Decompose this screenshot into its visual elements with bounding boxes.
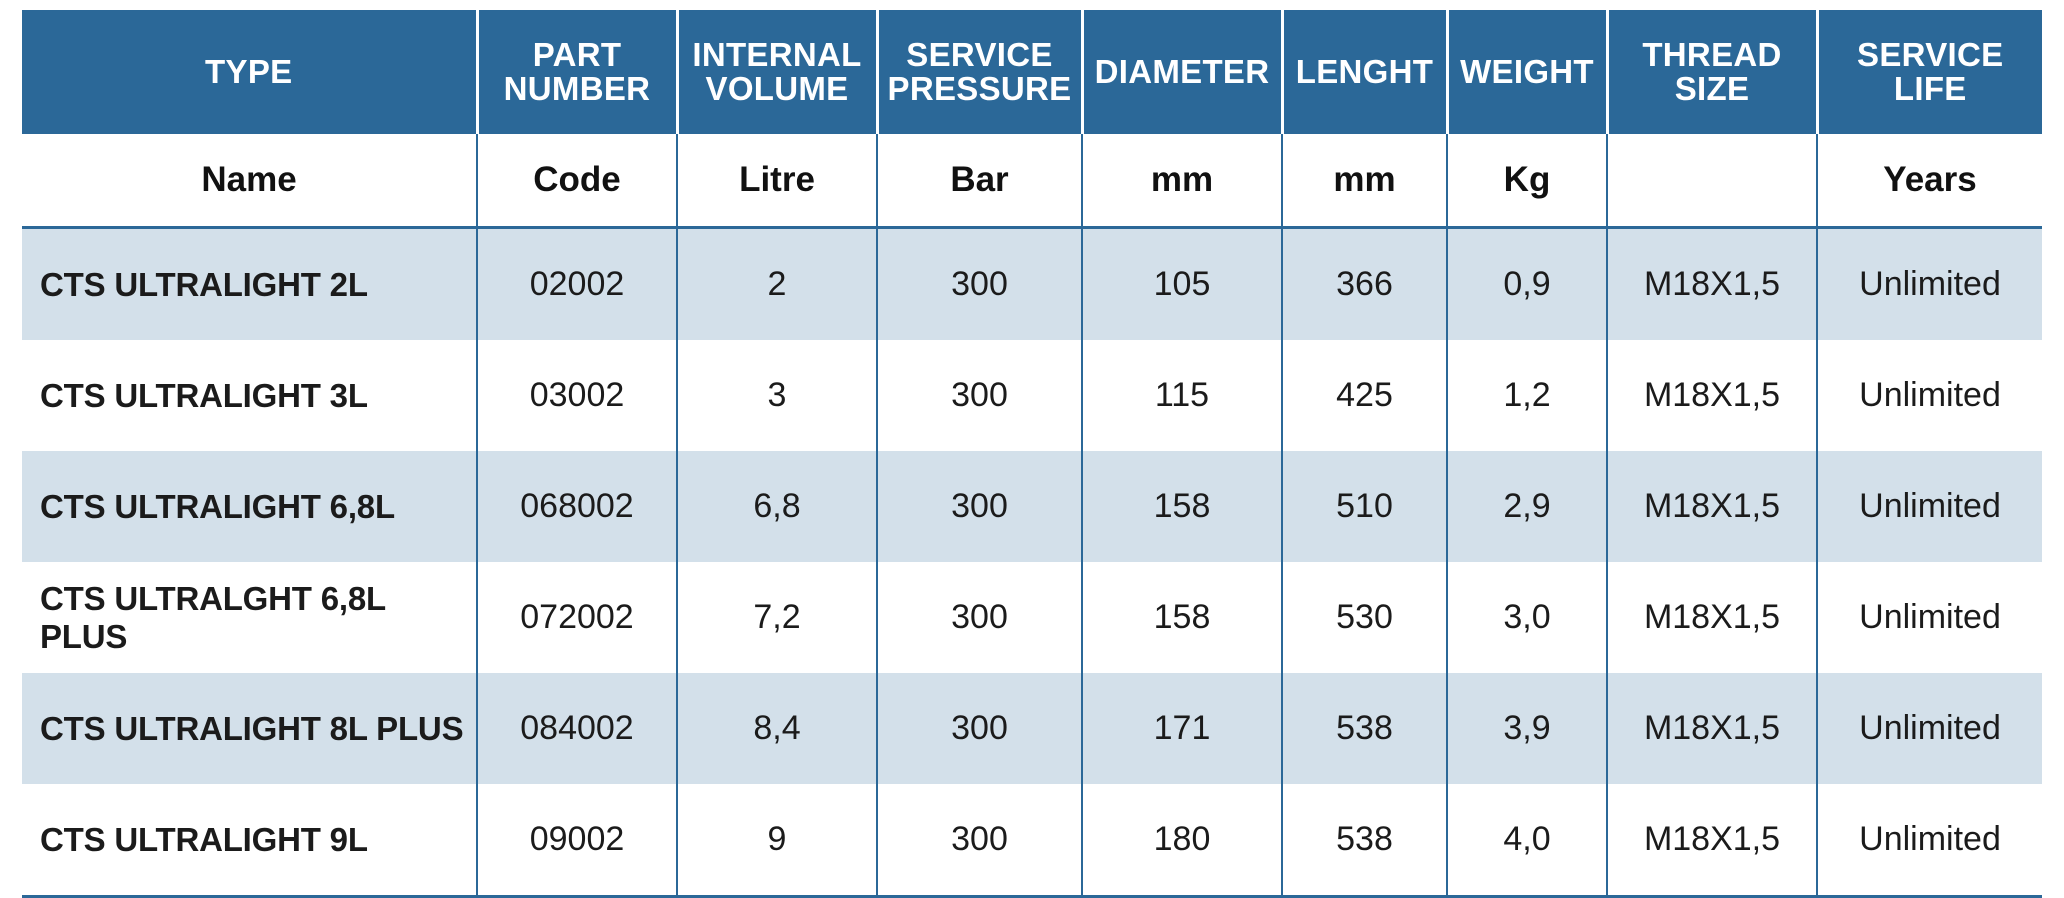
cell-length: 510 bbox=[1282, 451, 1447, 562]
table-row bbox=[22, 673, 2042, 784]
column-unit-service-life: Years bbox=[1817, 134, 2042, 228]
column-unit-length: mm bbox=[1282, 134, 1447, 228]
specification-table bbox=[22, 10, 2042, 898]
column-unit-service-pressure: Bar bbox=[877, 134, 1082, 228]
cell-diameter: 105 bbox=[1082, 228, 1282, 341]
column-header-service-pressure bbox=[877, 10, 1082, 134]
column-header-part-number-line-2: NUMBER bbox=[503, 70, 651, 107]
cell-service-pressure: 300 bbox=[877, 340, 1082, 451]
cell-service-life: Unlimited bbox=[1817, 340, 2042, 451]
cell-weight: 0,9 bbox=[1447, 228, 1607, 341]
table-header-row-titles bbox=[22, 10, 2042, 134]
cell-part-number: 02002 bbox=[477, 228, 677, 341]
cell-internal-volume: 7,2 bbox=[677, 562, 877, 673]
column-header-internal-volume-line-1: INTERNAL bbox=[692, 36, 862, 74]
cell-diameter: 180 bbox=[1082, 784, 1282, 897]
column-header-thread-size-line-1: THREAD bbox=[1642, 36, 1782, 74]
column-unit-diameter: mm bbox=[1082, 134, 1282, 228]
cell-internal-volume: 3 bbox=[677, 340, 877, 451]
cell-service-pressure: 300 bbox=[877, 562, 1082, 673]
column-header-type-line-1: TYPE bbox=[205, 53, 293, 91]
cell-part-number: 072002 bbox=[477, 562, 677, 673]
cell-service-life: Unlimited bbox=[1817, 784, 2042, 897]
cell-part-number: 084002 bbox=[477, 673, 677, 784]
cell-internal-volume: 2 bbox=[677, 228, 877, 341]
cell-thread-size: M18X1,5 bbox=[1607, 340, 1817, 451]
cell-internal-volume: 6,8 bbox=[677, 451, 877, 562]
column-header-internal-volume-line-2: VOLUME bbox=[705, 70, 849, 107]
cell-type: CTS ULTRALGHT 6,8L PLUS bbox=[22, 562, 477, 673]
column-header-service-pressure-line-1: SERVICE bbox=[906, 36, 1053, 74]
cell-type: CTS ULTRALIGHT 6,8L bbox=[22, 451, 477, 562]
table-header bbox=[22, 10, 2042, 228]
column-header-part-number bbox=[477, 10, 677, 134]
cell-service-life: Unlimited bbox=[1817, 562, 2042, 673]
cell-thread-size: M18X1,5 bbox=[1607, 228, 1817, 341]
cell-weight: 2,9 bbox=[1447, 451, 1607, 562]
column-header-service-life-line-1: SERVICE bbox=[1857, 36, 2004, 74]
cell-thread-size: M18X1,5 bbox=[1607, 562, 1817, 673]
column-unit-internal-volume: Litre bbox=[677, 134, 877, 228]
cell-length: 366 bbox=[1282, 228, 1447, 341]
column-header-thread-size-line-2: SIZE bbox=[1674, 70, 1750, 107]
column-unit-part-number: Code bbox=[477, 134, 677, 228]
column-header-thread-size bbox=[1607, 10, 1817, 134]
column-header-internal-volume bbox=[677, 10, 877, 134]
cell-length: 538 bbox=[1282, 784, 1447, 897]
cell-service-pressure: 300 bbox=[877, 784, 1082, 897]
cell-internal-volume: 8,4 bbox=[677, 673, 877, 784]
column-header-weight bbox=[1447, 10, 1607, 134]
column-header-type bbox=[22, 10, 477, 134]
cell-weight: 3,0 bbox=[1447, 562, 1607, 673]
table-row bbox=[22, 228, 2042, 341]
cell-type: CTS ULTRALIGHT 3L bbox=[22, 340, 477, 451]
cell-length: 530 bbox=[1282, 562, 1447, 673]
column-header-diameter bbox=[1082, 10, 1282, 134]
cell-type: CTS ULTRALIGHT 2L bbox=[22, 228, 477, 341]
table-header-row-units bbox=[22, 134, 2042, 228]
cell-thread-size: M18X1,5 bbox=[1607, 784, 1817, 897]
cell-type: CTS ULTRALIGHT 9L bbox=[22, 784, 477, 897]
cell-weight: 1,2 bbox=[1447, 340, 1607, 451]
cell-length: 425 bbox=[1282, 340, 1447, 451]
cell-thread-size: M18X1,5 bbox=[1607, 673, 1817, 784]
column-header-part-number-line-1: PART bbox=[532, 36, 622, 74]
cell-service-pressure: 300 bbox=[877, 451, 1082, 562]
column-header-service-life-line-2: LIFE bbox=[1893, 70, 1967, 107]
cell-service-pressure: 300 bbox=[877, 228, 1082, 341]
table-row bbox=[22, 451, 2042, 562]
column-header-length-line-1: LENGHT bbox=[1295, 53, 1434, 91]
table-row bbox=[22, 784, 2042, 897]
column-header-length bbox=[1282, 10, 1447, 134]
cell-length: 538 bbox=[1282, 673, 1447, 784]
table-body bbox=[22, 228, 2042, 897]
column-unit-weight: Kg bbox=[1447, 134, 1607, 228]
cell-internal-volume: 9 bbox=[677, 784, 877, 897]
cell-diameter: 115 bbox=[1082, 340, 1282, 451]
column-unit-type: Name bbox=[22, 134, 477, 228]
cell-weight: 4,0 bbox=[1447, 784, 1607, 897]
column-header-service-pressure-line-2: PRESSURE bbox=[887, 70, 1072, 107]
column-header-service-life bbox=[1817, 10, 2042, 134]
cell-diameter: 158 bbox=[1082, 451, 1282, 562]
table-row bbox=[22, 562, 2042, 673]
column-header-diameter-line-1: DIAMETER bbox=[1094, 53, 1270, 91]
column-header-weight-line-1: WEIGHT bbox=[1460, 53, 1594, 91]
cell-type: CTS ULTRALIGHT 8L PLUS bbox=[22, 673, 477, 784]
table-row bbox=[22, 340, 2042, 451]
cell-diameter: 158 bbox=[1082, 562, 1282, 673]
cell-part-number: 09002 bbox=[477, 784, 677, 897]
cell-diameter: 171 bbox=[1082, 673, 1282, 784]
cell-part-number: 03002 bbox=[477, 340, 677, 451]
cell-service-pressure: 300 bbox=[877, 673, 1082, 784]
cell-service-life: Unlimited bbox=[1817, 673, 2042, 784]
cell-service-life: Unlimited bbox=[1817, 451, 2042, 562]
cell-service-life: Unlimited bbox=[1817, 228, 2042, 341]
column-unit-thread-size bbox=[1607, 134, 1817, 228]
cell-part-number: 068002 bbox=[477, 451, 677, 562]
cell-weight: 3,9 bbox=[1447, 673, 1607, 784]
cell-thread-size: M18X1,5 bbox=[1607, 451, 1817, 562]
